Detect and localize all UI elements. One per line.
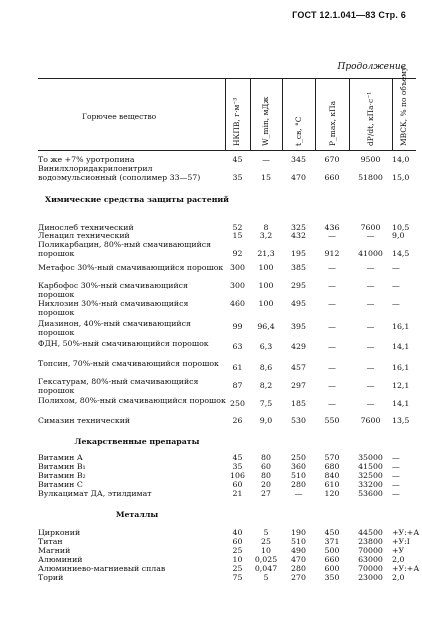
document-code: ГОСТ 12.1.041—83 Стр. 6: [292, 10, 406, 20]
column-header-tsv: t_св, °С: [294, 116, 303, 146]
column-header-nkpv: НКПВ, г·м⁻³: [232, 97, 241, 146]
column-header-wmin: W_min, мДж: [261, 96, 270, 146]
table-top-rule: [38, 78, 416, 79]
col-divider: [250, 78, 251, 150]
col-divider: [392, 78, 393, 150]
section-heading-plant-protection: Химические средства защиты растений: [45, 195, 229, 204]
column-header-dpdt: dP/dt, кПа·с⁻¹: [366, 91, 375, 146]
col-divider: [315, 78, 316, 150]
document-page: ГОСТ 12.1.041—83 Стр. 6 Продолжение Горючее вещество НКПВ, г·м⁻³ W_min, мДж t_св, °С P_max, кПа dP/dt, кПа·с⁻¹ МВСК, % по объему То же +7% уротропина 45 — 345 670 9500 14,0 Винилхлоридакрилонитрил водоэмульсионный (сополимер 33—57) 35 15 470 660 51800 15,0 Химические средства защиты растений Динослеб технический 52 8 325 436 7600 10,5 Ленацил технический 15 3,2 432 — — 9,0 Поликарбацин, 80%-ный смачивающийся порошок 92 21,3 195 912 41000 14,5 Метафос 30%-ный смачивающийся порошок 300 100 385 — — — Карбофос 30%-ный смачивающийся порошок 300 100 295 — — — Нихлозин 30%-ный смачивающийся порошок 460 100 495 — — — Диазинон, 40%-ный смачивающийся порошок 99 96,4 395 — — 16,1 ФДН, 50%-ный смачивающийся порошок 63 6,3 429 — — 14,1 Топсин, 70%-ный смачивающийся порошок 61 8,6 457 — — 16,1 Гексатурам, 80%-ный смачивающийся порошок 87 8,2 297 — — 12,1 Полихом, 80%-ный смачивающийся порошок 250 7,5 185 — — 14,1 Симазин технический 26 9,0 530 550 7600 13,5 Лекарственные препараты Витамин А 45 80 250 570 35000 — Витамин B₁ 35 60 360 680 41500 — Витамин B₂ 106 80 510 840 32500 — Витамин С 60 20 280 610 33200 — Вулкацимат ДА, этилдимат 21 27 — 120 53600 — Металлы Цирконий 40 5 190 450 44500 +У:+А Титан 60 25 510 371 23800 +У:I Магний 25 10 490 500 70000 +У Алюминий 10 0,025 470 660 63000 2,0 Алюминиево-магниевый сплав 25 0,047 280 600 70000 +У:+А Торий 75 5 270 350 23000 2,0: [38, 10, 420, 582]
continued-label: Продолжение: [337, 62, 406, 72]
column-header-pmax: P_max, кПа: [328, 100, 337, 146]
column-header-substance: Горючее вещество: [82, 112, 157, 121]
col-divider: [225, 78, 226, 150]
col-divider: [282, 78, 283, 150]
section-heading-metals: Металлы: [115, 510, 159, 519]
column-header-mvsk: МВСК, % по объему: [399, 66, 408, 146]
section-heading-drugs: Лекарственные препараты: [74, 437, 200, 446]
col-divider: [349, 78, 350, 150]
table-header-bottom-rule: [38, 150, 416, 151]
